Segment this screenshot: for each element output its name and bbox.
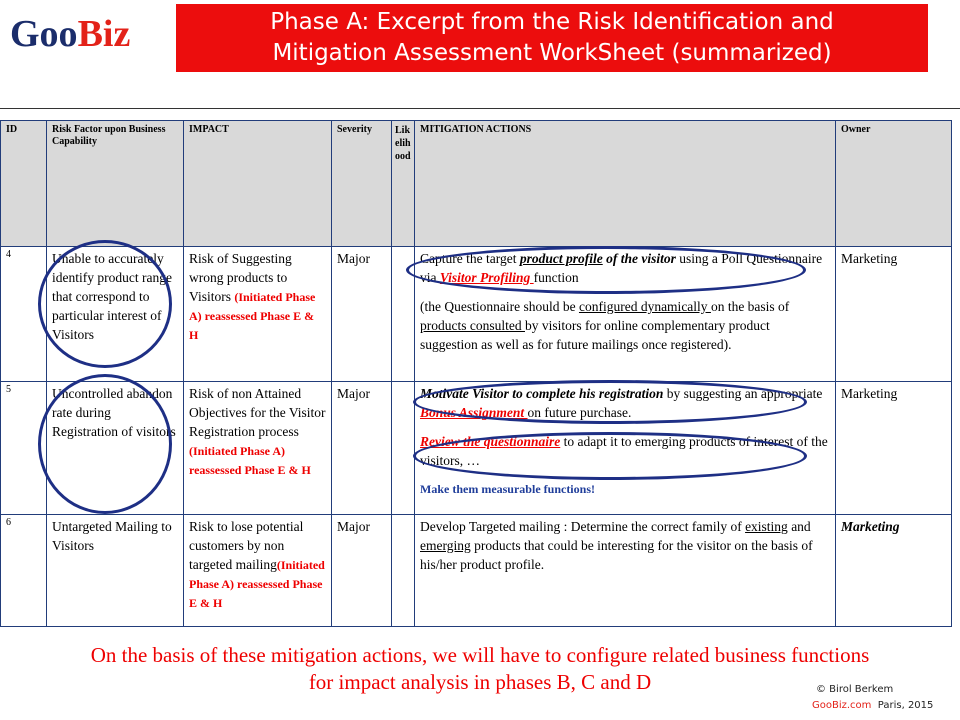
mit-review-questionnaire: Review the questionnaire xyxy=(420,434,561,449)
risk-factor: Unable to accurately identify product range that correspond to particular interest of Visitors xyxy=(47,247,184,382)
mit-emerging: emerging xyxy=(420,538,471,553)
mit-text: and xyxy=(787,519,811,534)
mit-text: products that could be interesting for the visitor on the basis of his/her product profile. xyxy=(420,538,813,572)
mit-motivate-visitor: Motivate Visitor to complete his registration xyxy=(420,386,664,401)
site-credit xyxy=(812,700,933,711)
impact-cell xyxy=(184,247,332,382)
header-id: ID xyxy=(1,121,47,247)
logo-goo: Goo xyxy=(10,13,78,55)
impact-phase-note: (Initiated Phase A) reassessed Phase E & H xyxy=(189,444,311,477)
mitigation-actions xyxy=(415,382,836,515)
mit-text: Capture the target xyxy=(420,251,520,266)
table-row xyxy=(1,247,952,382)
impact-cell xyxy=(184,515,332,627)
row-id: 5 xyxy=(1,382,47,515)
header-likelihood: Likelihood xyxy=(392,121,415,247)
mitigation-paragraph xyxy=(420,432,830,470)
mit-configured-dynamically: configured dynamically xyxy=(578,299,711,314)
risk-factor: Uncontrolled abandon rate during Registration of visitors xyxy=(47,382,184,515)
impact-cell xyxy=(184,382,332,515)
mitigation-actions xyxy=(415,515,836,627)
impact-text: Risk of Suggesting wrong products to Visitors xyxy=(189,251,292,304)
mit-of-visitor: of the visitor xyxy=(602,251,676,266)
header-mitigation: MITIGATION ACTIONS xyxy=(415,121,836,247)
mitigation-paragraph xyxy=(420,517,830,574)
impact-text: Risk to lose potential customers by non targeted mailing xyxy=(189,519,304,572)
row-id: 4 xyxy=(1,247,47,382)
mit-bonus-assignment: Bonus Assignment xyxy=(420,405,528,420)
footer-line-1: On the basis of these mitigation actions, we will have to configure related business functions xyxy=(90,643,870,667)
impact-phase-note: (Initiated Phase A) reassessed Phase E & H xyxy=(189,558,325,610)
mit-text: by visitors for online complementary product suggestion as well as for future mailings once registered). xyxy=(420,318,770,352)
header-severity: Severity xyxy=(332,121,392,247)
mit-visitor-profiling: Visitor Profiling xyxy=(439,270,534,285)
mitigation-paragraph xyxy=(420,249,830,287)
mit-text: on future purchase. xyxy=(527,405,632,420)
severity: Major xyxy=(332,515,392,627)
mit-measurable-note: Make them measurable functions! xyxy=(420,482,595,496)
goobiz-logo xyxy=(10,12,130,56)
owner: Marketing xyxy=(836,247,952,382)
mit-existing: existing xyxy=(745,519,788,534)
impact-text: Risk of non Attained Objectives for the Visitor Registration process xyxy=(189,386,326,439)
severity: Major xyxy=(332,382,392,515)
divider xyxy=(0,108,960,109)
mit-text: function xyxy=(533,270,579,285)
mit-products-consulted: products consulted xyxy=(420,318,525,333)
likelihood xyxy=(392,515,415,627)
site-url: GooBiz.com xyxy=(812,700,872,711)
header-owner: Owner xyxy=(836,121,952,247)
row-id: 6 xyxy=(1,515,47,627)
mit-text: using a Poll Questionnaire via xyxy=(420,251,823,285)
table-row xyxy=(1,382,952,515)
severity: Major xyxy=(332,247,392,382)
likelihood xyxy=(392,247,415,382)
logo-biz: Biz xyxy=(77,13,131,55)
site-place: Paris, 2015 xyxy=(877,700,934,711)
mit-text: to adapt it to emerging products of interest of the visitors, … xyxy=(420,434,828,468)
mit-text: on the basis of xyxy=(710,299,790,314)
risk-factor: Untargeted Mailing to Visitors xyxy=(47,515,184,627)
risk-worksheet-table xyxy=(0,120,952,627)
table-row xyxy=(1,515,952,627)
mit-text: by suggesting an appropriate xyxy=(663,386,823,401)
mitigation-paragraph xyxy=(420,297,830,354)
title-banner xyxy=(176,4,928,72)
mitigation-actions xyxy=(415,247,836,382)
owner: Marketing xyxy=(836,382,952,515)
header-row xyxy=(1,121,952,247)
owner: Marketing xyxy=(836,515,952,627)
copyright: © Birol Berkem xyxy=(816,684,894,695)
header-impact: IMPACT xyxy=(184,121,332,247)
footer-line-2: for impact analysis in phases B, C and D xyxy=(308,670,652,694)
impact-phase-note: (Initiated Phase A) reassessed Phase E & H xyxy=(189,290,316,342)
title-line-2: Mitigation Assessment WorkSheet (summarized) xyxy=(272,40,832,66)
likelihood xyxy=(392,382,415,515)
mitigation-paragraph xyxy=(420,384,830,422)
header-risk-factor: Risk Factor upon Business Capability xyxy=(47,121,184,247)
mit-product-profile: product profile xyxy=(519,251,603,266)
title-line-1: Phase A: Excerpt from the Risk Identification and xyxy=(270,9,834,35)
mit-text: Develop Targeted mailing : Determine the correct family of xyxy=(420,519,746,534)
mit-text: (the Questionnaire should be xyxy=(420,299,579,314)
